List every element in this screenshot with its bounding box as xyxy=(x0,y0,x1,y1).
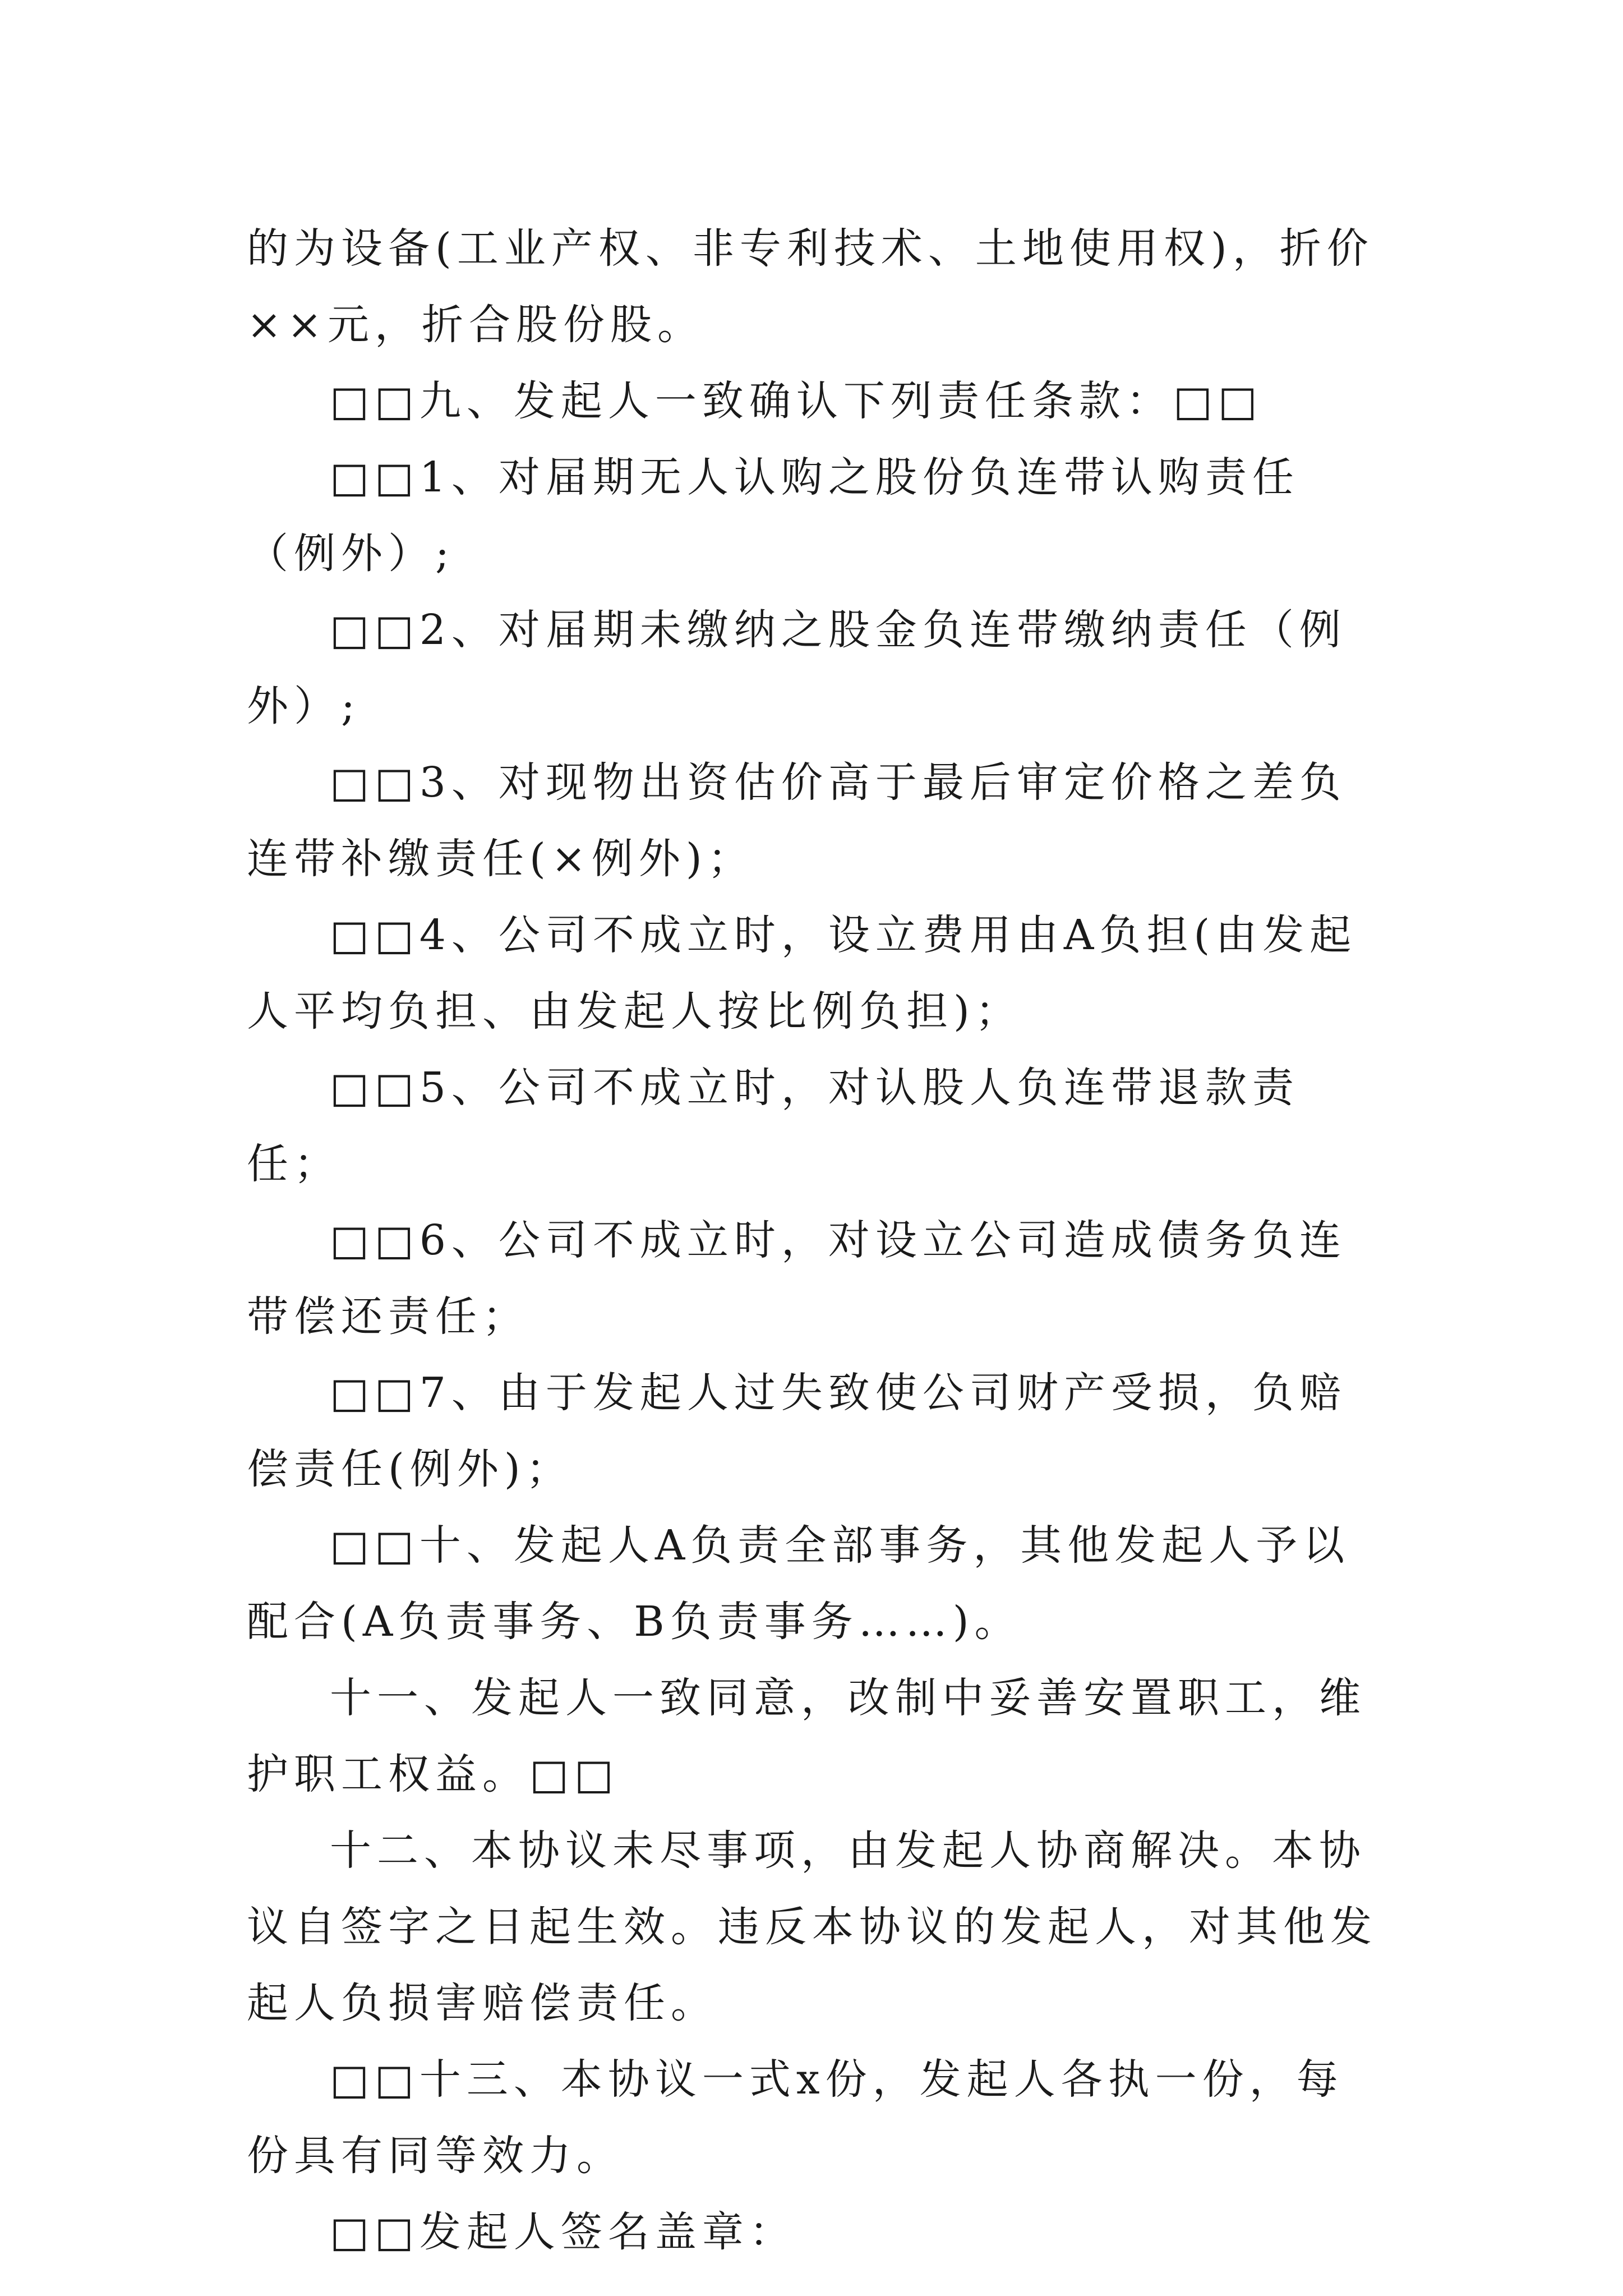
paragraph-clause-9-item-4: □□4、公司不成立时，设立费用由A负担(由发起人平均负担、由发起人按比例负担)； xyxy=(247,911,1357,1036)
paragraph-clause-9-item-3: □□3、对现物出资估价高于最后审定价格之差负连带补缴责任(×例外)； xyxy=(247,758,1347,883)
paragraph-clause-11: 十一、发起人一致同意，改制中妥善安置职工，维护职工权益。□□ xyxy=(247,1674,1366,1798)
document-body xyxy=(247,210,1388,2270)
paragraph-clause-9-heading: □□九、发起人一致确认下列责任条款：□□ xyxy=(330,377,1263,425)
paragraph-clause-9-item-1: □□1、对届期无人认购之股份负连带认购责任（例外）; xyxy=(247,453,1299,578)
paragraph-clause-9-item-7: □□7、由于发起人过失致使公司财产受损，负赔偿责任(例外)； xyxy=(247,1369,1347,1493)
paragraph-clause-12: 十二、本协议未尽事项，由发起人协商解决。本协议自签字之日起生效。违反本协议的发起人，对其他发起人负损害赔偿责任。 xyxy=(247,1826,1377,2027)
paragraph-clause-9-item-6: □□6、公司不成立时，对设立公司造成债务负连带偿还责任； xyxy=(247,1216,1347,1341)
paragraph-valuation-continuation: 的为设备(工业产权、非专利技术、土地使用权)，折价××元，折合股份股。 xyxy=(247,224,1374,349)
paragraph-clause-9-item-2: □□2、对届期未缴纳之股金负连带缴纳责任（例外）; xyxy=(247,606,1347,730)
paragraph-clause-9-item-5: □□5、公司不成立时，对认股人负连带退款责任； xyxy=(247,1064,1299,1188)
paragraph-signature-line: □□发起人签名盖章： xyxy=(330,2208,796,2256)
paragraph-clause-10: □□十、发起人A负责全部事务，其他发起人予以配合(A负责事务、B负责事务……)。 xyxy=(247,1521,1350,1646)
paragraph-clause-13: □□十三、本协议一式x份，发起人各执一份，每份具有同等效力。 xyxy=(247,2055,1344,2180)
